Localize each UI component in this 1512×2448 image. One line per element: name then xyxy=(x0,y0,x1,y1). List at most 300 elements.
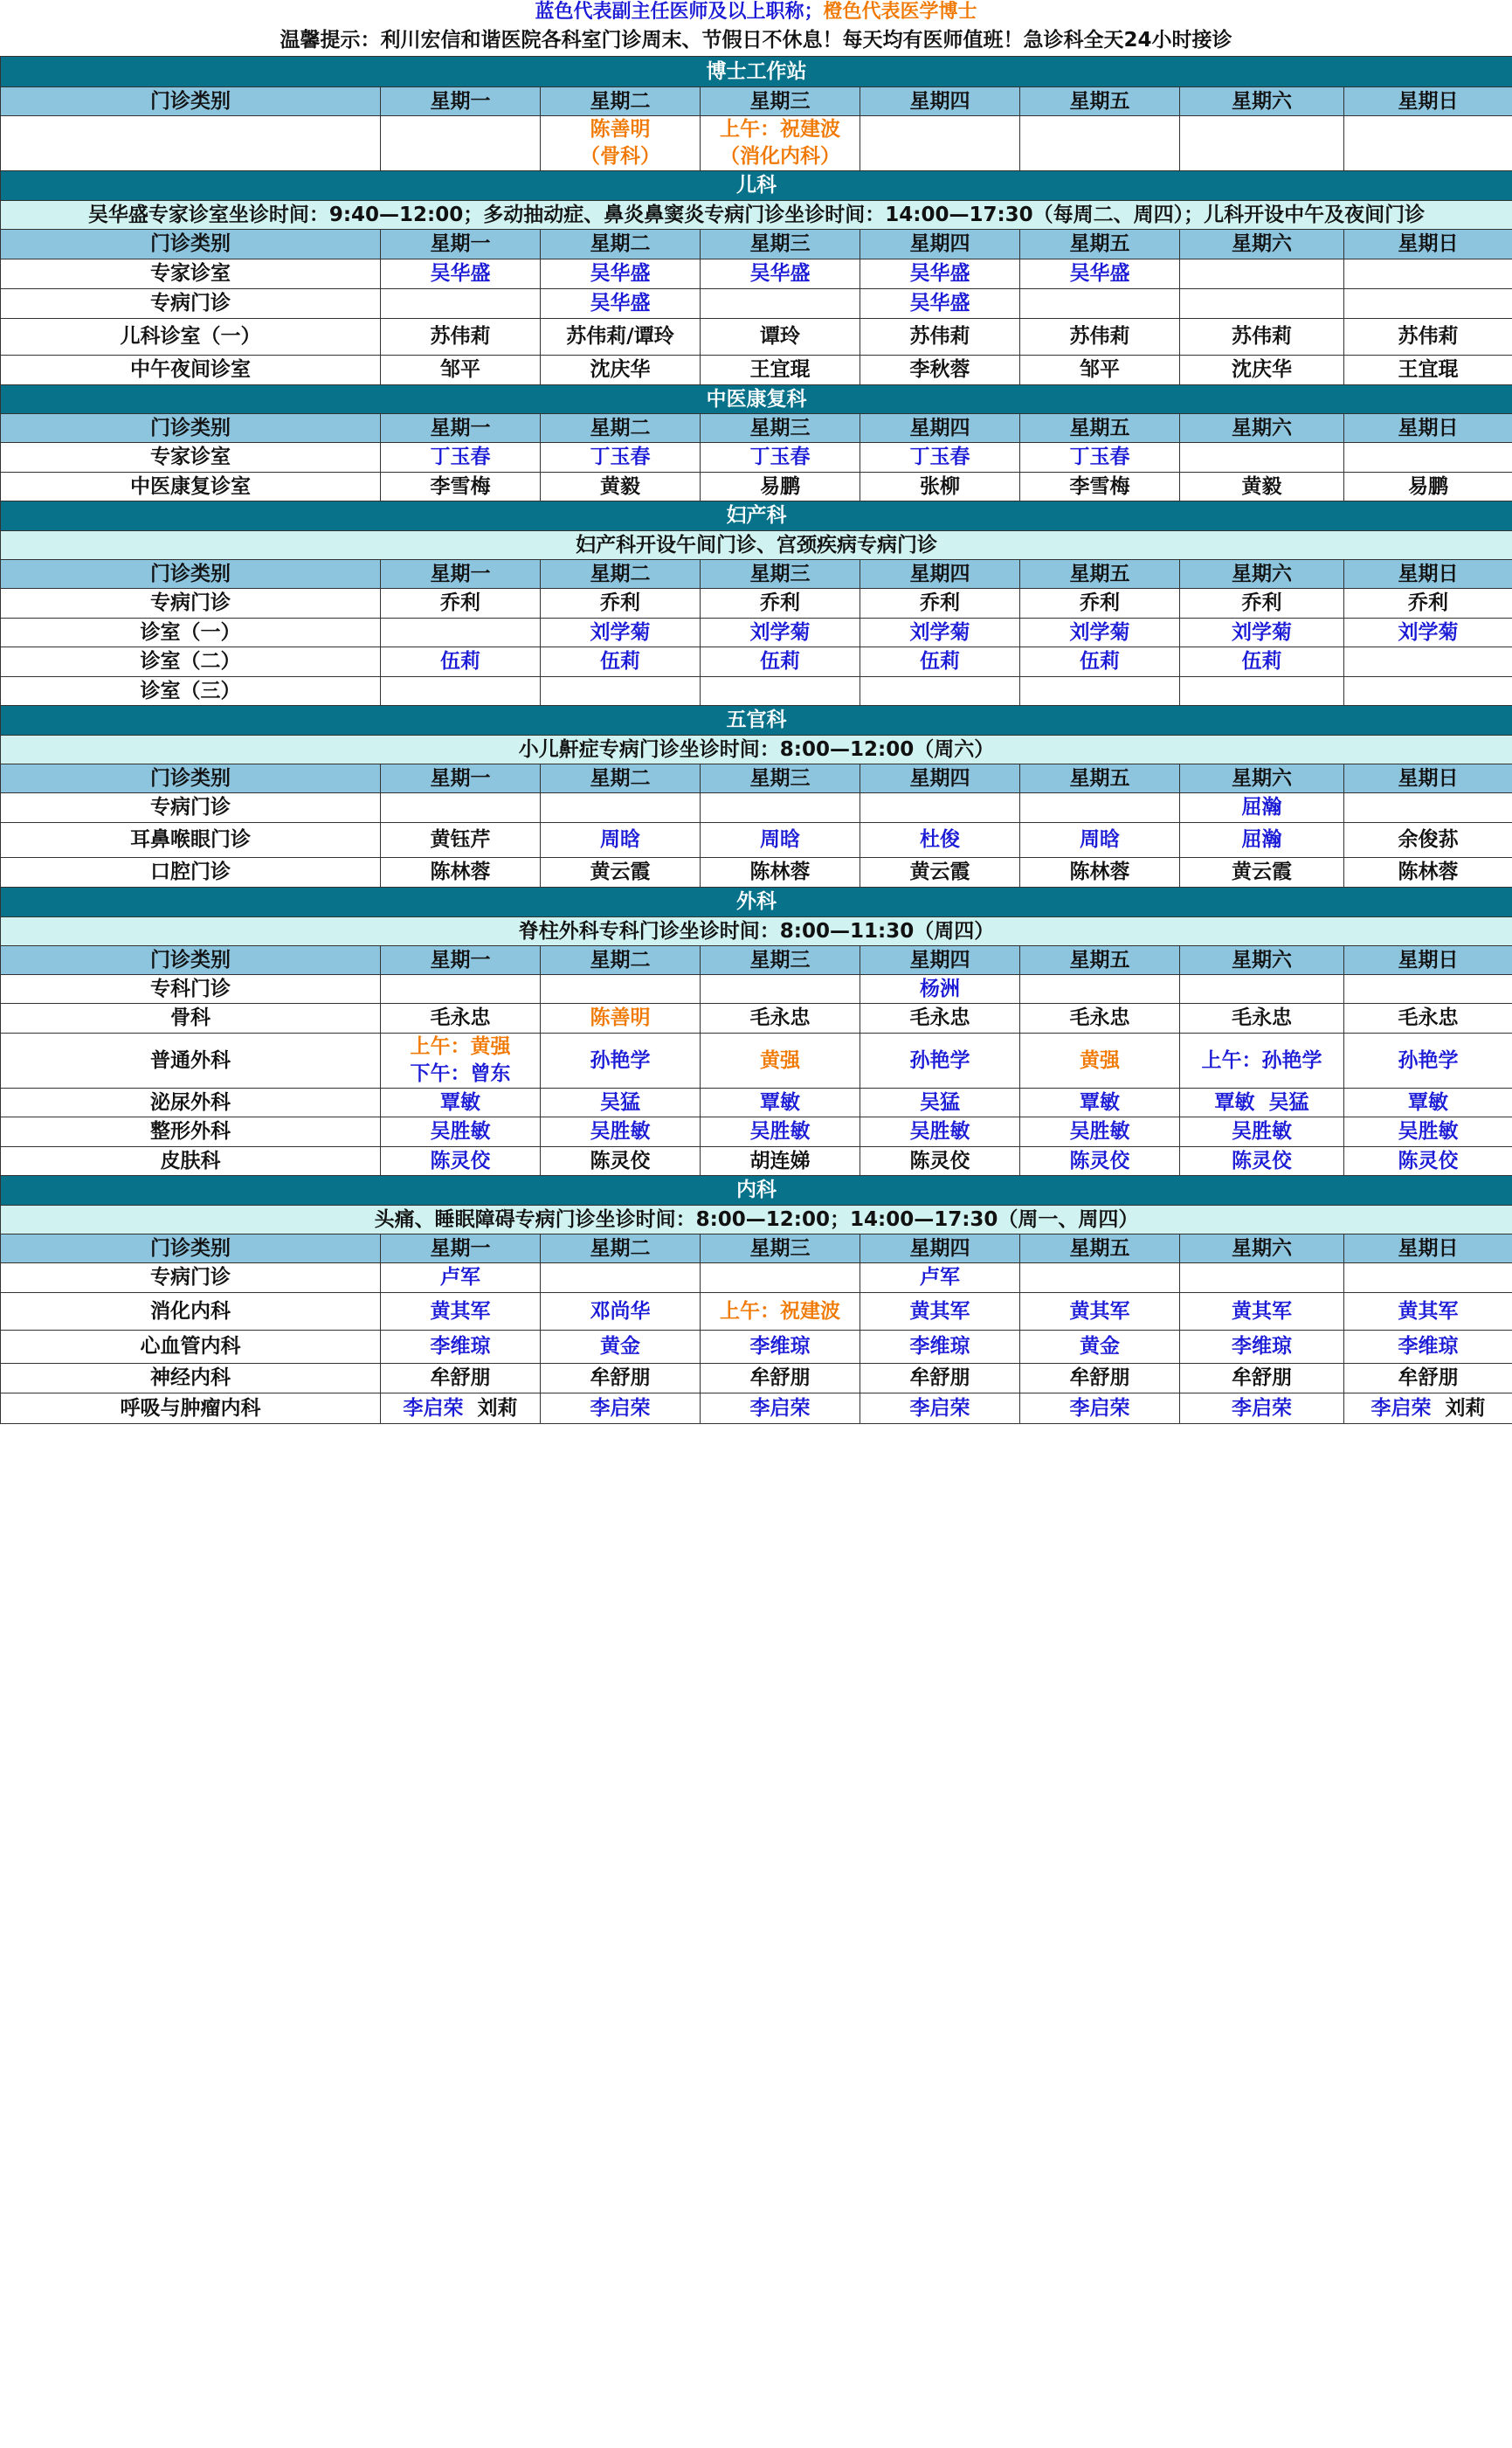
doctor-name: 卢军 xyxy=(440,1266,480,1289)
doctor-name: 黄其军 xyxy=(1069,1299,1130,1323)
department-title: 五官科 xyxy=(1,706,1512,736)
cell-line xyxy=(541,474,700,501)
doctor-name: 李维琼 xyxy=(909,1335,970,1358)
schedule-cell-wed xyxy=(701,1364,860,1393)
doctor-name: 李维琼 xyxy=(430,1335,491,1358)
schedule-cell-thu xyxy=(860,1263,1020,1293)
header-day-sat: 星期六 xyxy=(1180,764,1344,793)
doctor-name: 李启荣 xyxy=(1069,1396,1130,1420)
header-day-thu: 星期四 xyxy=(860,764,1020,793)
doctor-name: 吴胜敏 xyxy=(1398,1120,1459,1143)
doctor-name: 吴华盛 xyxy=(590,262,651,285)
header-day-tue: 星期二 xyxy=(541,1234,701,1263)
schedule-row xyxy=(1,1034,1512,1089)
doctor-name: （骨科） xyxy=(580,145,660,168)
header-day-wed: 星期三 xyxy=(701,1234,860,1263)
schedule-cell-tue xyxy=(541,677,701,706)
cell-line xyxy=(1344,1298,1512,1325)
cell-line xyxy=(701,826,860,854)
cell-line xyxy=(860,290,1019,317)
doctor-name: 黄云霞 xyxy=(909,861,970,883)
doctor-name: 刘学菊 xyxy=(1398,620,1459,644)
clinic-type-label: 诊室（三） xyxy=(1,677,381,706)
doctor-name: 李启荣 xyxy=(590,1396,651,1420)
doctor-name: 李启荣 xyxy=(1232,1396,1292,1420)
cell-line xyxy=(541,260,700,287)
schedule-cell-fri xyxy=(1020,647,1180,677)
schedule-cell-mon xyxy=(381,1364,541,1393)
cell-line xyxy=(381,1395,540,1422)
schedule-cell-tue xyxy=(541,823,701,858)
weekday-header-row xyxy=(1,230,1512,259)
schedule-cell-mon xyxy=(381,589,541,619)
schedule-cell-thu xyxy=(860,356,1020,385)
cell-line xyxy=(1180,826,1343,854)
cell-line xyxy=(541,590,700,617)
header-day-sun: 星期日 xyxy=(1344,87,1512,116)
doctor-name: 孙艳学 xyxy=(590,1048,651,1072)
doctor-name: 陈善明 xyxy=(590,1006,651,1029)
doctor-name: 刘莉 xyxy=(463,1396,518,1420)
schedule-cell-sun xyxy=(1344,473,1512,501)
schedule-cell-fri xyxy=(1020,356,1180,385)
cell-line xyxy=(1180,1333,1343,1360)
department-note-row xyxy=(1,531,1512,560)
department-note: 小儿鼾症专病门诊坐诊时间：8:00—12:00（周六） xyxy=(1,736,1512,764)
doctor-name: 覃敏 xyxy=(1080,1090,1120,1114)
schedule-cell-wed xyxy=(701,259,860,289)
schedule-cell-tue xyxy=(541,589,701,619)
cell-line xyxy=(701,859,860,886)
header-day-thu: 星期四 xyxy=(860,414,1020,443)
legend-orange-text: 橙色代表医学博士 xyxy=(823,1,977,23)
schedule-cell-sat xyxy=(1180,589,1344,619)
schedule-row xyxy=(1,1147,1512,1176)
schedule-cell-sat xyxy=(1180,1364,1344,1393)
clinic-type-label: 消化内科 xyxy=(1,1293,381,1331)
doctor-name: 毛永忠 xyxy=(1232,1006,1292,1029)
header-day-wed: 星期三 xyxy=(701,230,860,259)
department-title-row xyxy=(1,501,1512,531)
schedule-cell-mon xyxy=(381,1263,541,1293)
schedule-cell-sun xyxy=(1344,1117,1512,1147)
schedule-cell-wed xyxy=(701,858,860,888)
cell-line xyxy=(381,474,540,501)
schedule-cell-fri xyxy=(1020,1263,1180,1293)
doctor-name: 邓尚华 xyxy=(590,1299,651,1323)
doctor-name: 李秋蓉 xyxy=(909,358,970,381)
schedule-cell-tue xyxy=(541,1393,701,1424)
schedule-row xyxy=(1,1393,1512,1424)
doctor-name: 吴胜敏 xyxy=(590,1120,651,1143)
doctor-name: 覃敏 xyxy=(760,1090,800,1114)
schedule-cell-fri xyxy=(1020,1364,1180,1393)
cell-line xyxy=(1020,590,1179,617)
header-day-mon: 星期一 xyxy=(381,230,541,259)
schedule-row xyxy=(1,116,1512,171)
schedule-cell-tue xyxy=(541,619,701,647)
schedule-cell-wed xyxy=(701,473,860,501)
doctor-name: 易鹏 xyxy=(760,474,800,498)
schedule-row xyxy=(1,589,1512,619)
schedule-cell-thu xyxy=(860,473,1020,501)
schedule-row xyxy=(1,793,1512,823)
doctor-name: 覃敏 xyxy=(1408,1090,1448,1114)
schedule-cell-sun xyxy=(1344,619,1512,647)
schedule-cell-wed xyxy=(701,443,860,473)
schedule-row xyxy=(1,858,1512,888)
cell-line xyxy=(1180,1118,1343,1145)
clinic-type-label: 皮肤科 xyxy=(1,1147,381,1176)
schedule-cell-tue xyxy=(541,443,701,473)
cell-line xyxy=(381,859,540,886)
cell-line xyxy=(1344,356,1512,384)
cell-line xyxy=(381,1034,540,1061)
cell-line xyxy=(381,1005,540,1032)
schedule-cell-sun xyxy=(1344,443,1512,473)
doctor-name: 苏伟莉 xyxy=(909,325,970,348)
schedule-cell-fri xyxy=(1020,1293,1180,1331)
schedule-cell-tue xyxy=(541,259,701,289)
doctor-name: 吴胜敏 xyxy=(1069,1120,1130,1143)
schedule-cell-tue xyxy=(541,289,701,319)
doctor-name: 刘莉 xyxy=(1431,1396,1486,1420)
schedule-cell-sat xyxy=(1180,473,1344,501)
schedule-cell-thu xyxy=(860,1089,1020,1117)
schedule-cell-tue xyxy=(541,647,701,677)
schedule-row xyxy=(1,1263,1512,1293)
doctor-name: 吴华盛 xyxy=(430,262,491,285)
schedule-cell-sun xyxy=(1344,1293,1512,1331)
schedule-cell-sun xyxy=(1344,116,1512,171)
header-day-sun: 星期日 xyxy=(1344,414,1512,443)
doctor-name: 陈灵佼 xyxy=(590,1149,651,1172)
cell-line xyxy=(1180,1395,1343,1422)
clinic-type-label: 中医康复诊室 xyxy=(1,473,381,501)
department-title-row xyxy=(1,888,1512,917)
doctor-name: 黄强 xyxy=(1080,1048,1120,1072)
doctor-name: 王宜琨 xyxy=(749,358,811,381)
clinic-type-label: 儿科诊室（一） xyxy=(1,319,381,356)
cell-line xyxy=(1180,1298,1343,1325)
schedule-cell-sun xyxy=(1344,647,1512,677)
cell-line xyxy=(1020,648,1179,675)
cell-line xyxy=(1020,1333,1179,1360)
schedule-row xyxy=(1,975,1512,1004)
schedule-cell-fri xyxy=(1020,259,1180,289)
clinic-type-label: 整形外科 xyxy=(1,1117,381,1147)
header-clinic-type: 门诊类别 xyxy=(1,560,381,589)
doctor-name: 陈灵佼 xyxy=(1398,1149,1459,1172)
schedule-cell-wed xyxy=(701,975,860,1004)
schedule-cell-wed xyxy=(701,289,860,319)
schedule-cell-sat xyxy=(1180,259,1344,289)
header-day-fri: 星期五 xyxy=(1020,414,1180,443)
cell-line xyxy=(1180,1048,1343,1075)
schedule-row xyxy=(1,619,1512,647)
schedule-cell-fri xyxy=(1020,975,1180,1004)
cell-line xyxy=(1020,1118,1179,1145)
schedule-cell-sat xyxy=(1180,793,1344,823)
doctor-name: 陈林蓉 xyxy=(1398,861,1459,883)
schedule-cell-fri xyxy=(1020,589,1180,619)
cell-line xyxy=(701,356,860,384)
schedule-cell-fri xyxy=(1020,319,1180,356)
schedule-cell-mon xyxy=(381,1034,541,1089)
schedule-cell-sat xyxy=(1180,356,1344,385)
schedule-cell-sat xyxy=(1180,975,1344,1004)
doctor-name: 易鹏 xyxy=(1408,474,1448,498)
schedule-cell-wed xyxy=(701,1147,860,1176)
schedule-cell-sun xyxy=(1344,1004,1512,1034)
schedule-row xyxy=(1,647,1512,677)
header-day-fri: 星期五 xyxy=(1020,764,1180,793)
schedule-row xyxy=(1,1089,1512,1117)
schedule-cell-sun xyxy=(1344,319,1512,356)
schedule-cell-wed xyxy=(701,1331,860,1364)
cell-line xyxy=(1344,1333,1512,1360)
header-clinic-type: 门诊类别 xyxy=(1,87,381,116)
cell-line xyxy=(701,1333,860,1360)
doctor-name: 上午：孙艳学 xyxy=(1201,1048,1322,1072)
clinic-type-label xyxy=(1,116,381,171)
doctor-name: 伍莉 xyxy=(1080,650,1120,673)
cell-line xyxy=(701,1118,860,1145)
schedule-cell-sat xyxy=(1180,823,1344,858)
cell-line xyxy=(381,1298,540,1325)
schedule-cell-thu xyxy=(860,1117,1020,1147)
schedule-cell-sun xyxy=(1344,356,1512,385)
doctor-name: 吴华盛 xyxy=(909,292,970,315)
doctor-name: 丁玉春 xyxy=(909,446,970,468)
weekday-header-row xyxy=(1,87,1512,116)
header-day-fri: 星期五 xyxy=(1020,230,1180,259)
doctor-name: 覃敏 xyxy=(440,1090,480,1114)
cell-line xyxy=(701,323,860,350)
doctor-name: 沈庆华 xyxy=(590,358,651,381)
clinic-type-label: 专家诊室 xyxy=(1,443,381,473)
doctor-name: 吴华盛 xyxy=(909,262,970,285)
schedule-cell-tue xyxy=(541,858,701,888)
cell-line xyxy=(1180,794,1343,821)
cell-line xyxy=(1344,1395,1512,1422)
cell-line xyxy=(701,1298,860,1325)
schedule-cell-thu xyxy=(860,443,1020,473)
header-day-wed: 星期三 xyxy=(701,87,860,116)
doctor-name: 胡连娣 xyxy=(749,1149,811,1172)
doctor-name: 陈林蓉 xyxy=(1069,861,1130,883)
cell-line xyxy=(860,976,1019,1003)
schedule-cell-sat xyxy=(1180,289,1344,319)
cell-line xyxy=(1020,619,1179,647)
doctor-name: 孙艳学 xyxy=(1398,1048,1459,1072)
cell-line xyxy=(860,1005,1019,1032)
header-day-wed: 星期三 xyxy=(701,946,860,975)
schedule-cell-sun xyxy=(1344,1364,1512,1393)
doctor-name: 李维琼 xyxy=(749,1335,811,1358)
schedule-cell-thu xyxy=(860,1147,1020,1176)
header-day-wed: 星期三 xyxy=(701,764,860,793)
color-legend xyxy=(0,0,1512,24)
schedule-cell-fri xyxy=(1020,289,1180,319)
schedule-cell-wed xyxy=(701,823,860,858)
doctor-name: 下午：曾东 xyxy=(410,1062,511,1085)
header-day-thu: 星期四 xyxy=(860,1234,1020,1263)
doctor-name: 李启荣 xyxy=(909,1396,970,1420)
cell-line xyxy=(1020,1005,1179,1032)
doctor-name: 苏伟莉 xyxy=(1232,325,1292,348)
clinic-type-label: 口腔门诊 xyxy=(1,858,381,888)
schedule-cell-wed xyxy=(701,589,860,619)
schedule-cell-mon xyxy=(381,1293,541,1331)
doctor-name: 陈灵佼 xyxy=(909,1149,970,1172)
schedule-cell-tue xyxy=(541,1147,701,1176)
doctor-name: 周晗 xyxy=(760,828,800,851)
schedule-cell-sat xyxy=(1180,1147,1344,1176)
header-day-tue: 星期二 xyxy=(541,87,701,116)
doctor-name: 上午：黄强 xyxy=(410,1035,511,1058)
schedule-cell-sun xyxy=(1344,589,1512,619)
cell-line xyxy=(1180,590,1343,617)
department-note: 脊柱外科专科门诊坐诊时间：8:00—11:30（周四） xyxy=(1,917,1512,946)
schedule-cell-wed xyxy=(701,1293,860,1331)
doctor-name: 吴华盛 xyxy=(749,262,811,285)
doctor-name: 李雪梅 xyxy=(430,474,491,498)
cell-line xyxy=(1020,1048,1179,1075)
department-note: 吴华盛专家诊室坐诊时间：9:40—12:00；多动抽动症、鼻炎鼻窦炎专病门诊坐诊时间：14:00—17:30（每周二、周四）；儿科开设中午及夜间门诊 xyxy=(1,201,1512,230)
schedule-cell-mon xyxy=(381,1004,541,1034)
cell-line xyxy=(860,1048,1019,1075)
schedule-cell-sat xyxy=(1180,116,1344,171)
schedule-row xyxy=(1,289,1512,319)
schedule-cell-fri xyxy=(1020,1393,1180,1424)
doctor-name: 乔利 xyxy=(920,591,960,614)
schedule-cell-mon xyxy=(381,677,541,706)
doctor-name: 吴华盛 xyxy=(590,292,651,315)
schedule-cell-thu xyxy=(860,647,1020,677)
schedule-cell-fri xyxy=(1020,619,1180,647)
cell-line xyxy=(1344,859,1512,886)
schedule-cell-tue xyxy=(541,975,701,1004)
doctor-name: 王宜琨 xyxy=(1398,358,1459,381)
doctor-name: 杜俊 xyxy=(920,828,960,851)
doctor-name: 吴胜敏 xyxy=(1232,1120,1292,1143)
doctor-name: 吴猛 xyxy=(600,1090,640,1114)
cell-line xyxy=(1020,356,1179,384)
header-day-mon: 星期一 xyxy=(381,946,541,975)
doctor-name: 覃敏 吴猛 xyxy=(1214,1090,1309,1114)
doctor-name: 刘学菊 xyxy=(590,620,651,644)
schedule-cell-mon xyxy=(381,1089,541,1117)
clinic-type-label: 专家诊室 xyxy=(1,259,381,289)
cell-line xyxy=(381,1365,540,1392)
cell-line xyxy=(1020,474,1179,501)
doctor-name: 牟舒朋 xyxy=(1398,1366,1459,1389)
clinic-type-label: 诊室（二） xyxy=(1,647,381,677)
doctor-name: 李启荣 xyxy=(749,1396,811,1420)
schedule-cell-thu xyxy=(860,259,1020,289)
cell-line xyxy=(381,1148,540,1175)
cell-line xyxy=(541,859,700,886)
doctor-name: 苏伟莉/谭玲 xyxy=(566,325,674,348)
doctor-name: 黄其军 xyxy=(1232,1299,1292,1323)
department-note: 头痛、睡眠障碍专病门诊坐诊时间：8:00—12:00；14:00—17:30（周一、周四） xyxy=(1,1206,1512,1234)
header-day-fri: 星期五 xyxy=(1020,1234,1180,1263)
cell-line xyxy=(1180,323,1343,350)
cell-line xyxy=(541,1048,700,1075)
doctor-name: 黄钰芹 xyxy=(430,828,491,851)
schedule-cell-sun xyxy=(1344,289,1512,319)
schedule-cell-thu xyxy=(860,823,1020,858)
doctor-name: 乔利 xyxy=(760,591,800,614)
cell-line xyxy=(381,356,540,384)
cell-line xyxy=(860,1089,1019,1117)
schedule-cell-mon xyxy=(381,793,541,823)
cell-line xyxy=(381,260,540,287)
doctor-name: （消化内科） xyxy=(720,145,840,168)
cell-line xyxy=(860,444,1019,471)
cell-line xyxy=(1344,1365,1512,1392)
department-title-row xyxy=(1,171,1512,201)
schedule-cell-mon xyxy=(381,443,541,473)
schedule-cell-wed xyxy=(701,319,860,356)
header-clinic-type: 门诊类别 xyxy=(1,764,381,793)
cell-line xyxy=(701,116,860,143)
cell-line xyxy=(701,590,860,617)
schedule-cell-mon xyxy=(381,975,541,1004)
schedule-cell-sun xyxy=(1344,858,1512,888)
header-day-thu: 星期四 xyxy=(860,87,1020,116)
doctor-name: 黄金 xyxy=(600,1335,640,1358)
schedule-cell-tue xyxy=(541,1117,701,1147)
notice-banner: 温馨提示：利川宏信和谐医院各科室门诊周末、节假日不休息！每天均有医师值班！急诊科全天24小时接诊 xyxy=(280,29,1232,52)
doctor-name: 张柳 xyxy=(920,474,960,498)
schedule-cell-thu xyxy=(860,1293,1020,1331)
cell-line xyxy=(860,1298,1019,1325)
doctor-name: 乔利 xyxy=(1408,591,1448,614)
schedule-cell-sun xyxy=(1344,259,1512,289)
cell-line xyxy=(381,590,540,617)
doctor-name: 李维琼 xyxy=(1232,1335,1292,1358)
department-note-row xyxy=(1,917,1512,946)
weekday-header-row xyxy=(1,946,1512,975)
schedule-cell-thu xyxy=(860,858,1020,888)
cell-line xyxy=(701,648,860,675)
clinic-type-label: 心血管内科 xyxy=(1,1331,381,1364)
header-day-thu: 星期四 xyxy=(860,230,1020,259)
schedule-row xyxy=(1,473,1512,501)
doctor-name: 丁玉春 xyxy=(590,446,651,468)
schedule-cell-thu xyxy=(860,1331,1020,1364)
weekday-header-row xyxy=(1,1234,1512,1263)
schedule-cell-sun xyxy=(1344,1089,1512,1117)
schedule-cell-thu xyxy=(860,1004,1020,1034)
schedule-cell-sat xyxy=(1180,1089,1344,1117)
doctor-name: 上午：祝建波 xyxy=(720,1299,840,1323)
schedule-cell-sun xyxy=(1344,1263,1512,1293)
clinic-type-label: 骨科 xyxy=(1,1004,381,1034)
cell-line xyxy=(860,1118,1019,1145)
cell-line xyxy=(1020,1298,1179,1325)
header-day-tue: 星期二 xyxy=(541,946,701,975)
header-clinic-type: 门诊类别 xyxy=(1,230,381,259)
cell-line xyxy=(541,1005,700,1032)
doctor-name: 苏伟莉 xyxy=(430,325,491,348)
cell-line xyxy=(701,444,860,471)
doctor-name: 乔利 xyxy=(1080,591,1120,614)
doctor-name: 刘学菊 xyxy=(909,620,970,644)
clinic-type-label: 呼吸与肿瘤内科 xyxy=(1,1393,381,1424)
